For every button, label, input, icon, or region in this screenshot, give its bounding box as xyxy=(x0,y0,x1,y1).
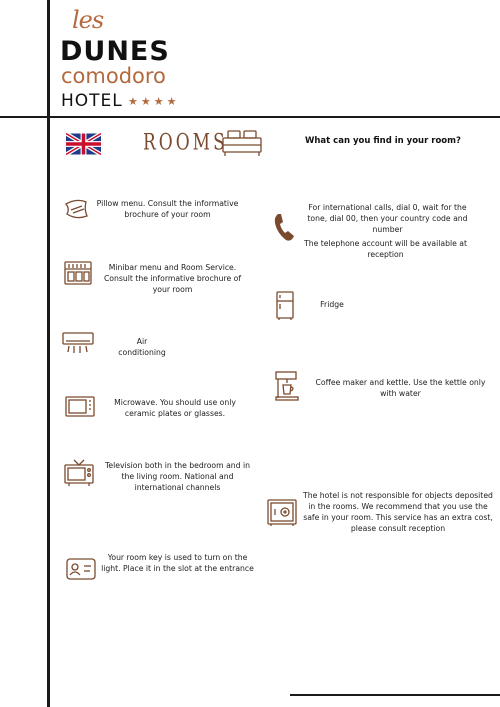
coffee-maker-icon xyxy=(273,370,301,402)
logo-stars: ★★★★ xyxy=(128,95,180,108)
coffee-maker-text: Coffee maker and kettle. Use the kettle only with water xyxy=(315,378,486,398)
fridge-text: Fridge xyxy=(320,300,344,309)
telephone-text: For international calls, dial 0, wait for the tone, dial 00, then your country code and number xyxy=(307,203,468,234)
key-card-icon xyxy=(65,557,97,581)
logo-name: DUNES xyxy=(60,36,170,67)
telephone-icon xyxy=(272,211,296,243)
telephone-text-2: The telephone account will be available at reception xyxy=(304,239,467,259)
safe-text: The hotel is not responsible for objects deposited in the rooms. We recommend that you use the safe in your room. This service has an extra cost, please consult reception xyxy=(303,491,493,533)
vertical-divider xyxy=(47,0,50,707)
minibar-text: Minibar menu and Room Service. Consult the informative brochure of your room xyxy=(103,263,242,294)
header-divider xyxy=(0,116,500,118)
pillow-icon xyxy=(62,194,92,224)
bed-icon xyxy=(220,128,264,158)
television-icon xyxy=(63,458,95,488)
microwave-text: Microwave. You should use only ceramic plates or glasses. xyxy=(114,398,236,418)
logo-script: les xyxy=(72,6,104,34)
uk-flag-icon[interactable] xyxy=(66,133,101,155)
air-conditioning-text: Air conditioning xyxy=(118,337,166,357)
logo-sub: comodoro xyxy=(61,64,166,88)
rooms-title: ROOMS xyxy=(143,130,228,156)
key-card-text: Your room key is used to turn on the light. Place it in the slot at the entrance xyxy=(101,553,254,573)
footer-divider xyxy=(290,694,500,696)
fridge-icon xyxy=(274,290,296,322)
microwave-icon xyxy=(64,395,96,419)
room-question: What can you find in your room? xyxy=(305,136,461,146)
television-text: Television both in the bedroom and in the living room. National and international channels xyxy=(105,461,250,492)
air-conditioning-icon xyxy=(61,331,95,355)
minibar-icon xyxy=(63,259,93,287)
logo-type: HOTEL xyxy=(61,91,123,111)
safe-icon xyxy=(266,498,298,528)
pillow-text: Pillow menu. Consult the informative brochure of your room xyxy=(96,199,239,219)
